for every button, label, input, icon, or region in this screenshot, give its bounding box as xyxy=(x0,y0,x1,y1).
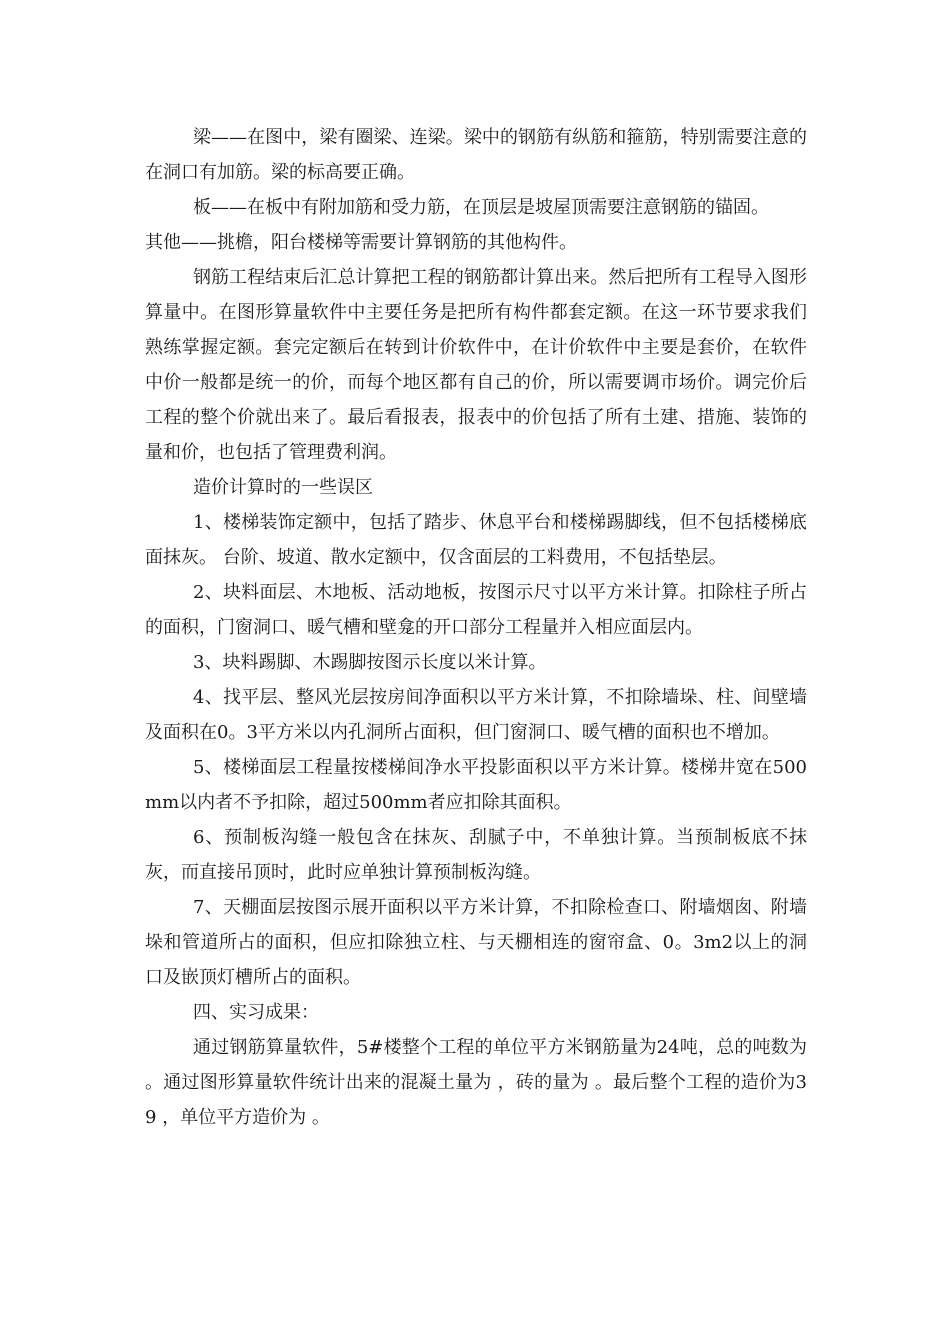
paragraph-workflow: 钢筋工程结束后汇总计算把工程的钢筋都计算出来。然后把所有工程导入图形算量中。在图形算量软件中主要任务是把所有构件都套定额。在这一环节要求我们熟练掌握定额。套完定额后在转到计价软件中，在计价软件中主要是套价，在软件中价一般都是统一的价，而每个地区都有自己的价，所以需要调市场价。调完价后工程的整个价就出来了。最后看报表，报表中的价包括了所有土建、措施、装饰的量和价，也包括了管理费利润。 xyxy=(145,267,807,463)
section-heading-misconceptions: 造价计算时的一些误区 xyxy=(193,477,373,498)
list-item-3: 3、块料踢脚、木踢脚按图示长度以米计算。 xyxy=(193,652,547,673)
paragraph-slab: 板——在板中有附加筋和受力筋，在顶层是坡屋顶需要注意钢筋的锚固。 xyxy=(193,197,769,218)
list-item-6: 6、预制板沟缝一般包含在抹灰、刮腻子中，不单独计算。当预制板底不抹灰，而直接吊顶时，此时应单独计算预制板沟缝。 xyxy=(145,827,807,883)
paragraph-results: 通过钢筋算量软件，5#楼整个工程的单位平方米钢筋量为24吨，总的吨数为 。通过图形算量软件统计出来的混凝土量为 ，砖的量为 。最后整个工程的造价为39 ，单位平方造价为 。 xyxy=(145,1037,807,1128)
list-item-5: 5、楼梯面层工程量按楼梯间净水平投影面积以平方米计算。楼梯井宽在500mm以内者不予扣除，超过500mm者应扣除其面积。 xyxy=(145,757,807,813)
list-item-4: 4、找平层、整风光层按房间净面积以平方米计算，不扣除墙垛、柱、间壁墙及面积在0。3平方米以内孔洞所占面积，但门窗洞口、暖气槽的面积也不增加。 xyxy=(145,687,807,743)
paragraph-other: 其他——挑檐，阳台楼梯等需要计算钢筋的其他构件。 xyxy=(145,232,577,253)
paragraph-beam: 梁——在图中，梁有圈梁、连梁。梁中的钢筋有纵筋和箍筋，特别需要注意的在洞口有加筋。梁的标高要正确。 xyxy=(145,127,807,183)
section-heading-results: 四、实习成果： xyxy=(193,1002,319,1023)
list-item-7: 7、天棚面层按图示展开面积以平方米计算，不扣除检查口、附墙烟囱、附墙垛和管道所占的面积，但应扣除独立柱、与天棚相连的窗帘盒、0。3m2以上的洞口及嵌顶灯槽所占的面积。 xyxy=(145,897,807,988)
list-item-2: 2、块料面层、木地板、活动地板，按图示尺寸以平方米计算。扣除柱子所占的面积，门窗洞口、暖气槽和壁龛的开口部分工程量并入相应面层内。 xyxy=(145,582,807,638)
list-item-1: 1、楼梯装饰定额中，包括了踏步、休息平台和楼梯踢脚线，但不包括楼梯底面抹灰。 台阶、坡道、散水定额中，仅含面层的工料费用，不包括垫层。 xyxy=(145,512,807,568)
document-body xyxy=(145,120,807,1135)
